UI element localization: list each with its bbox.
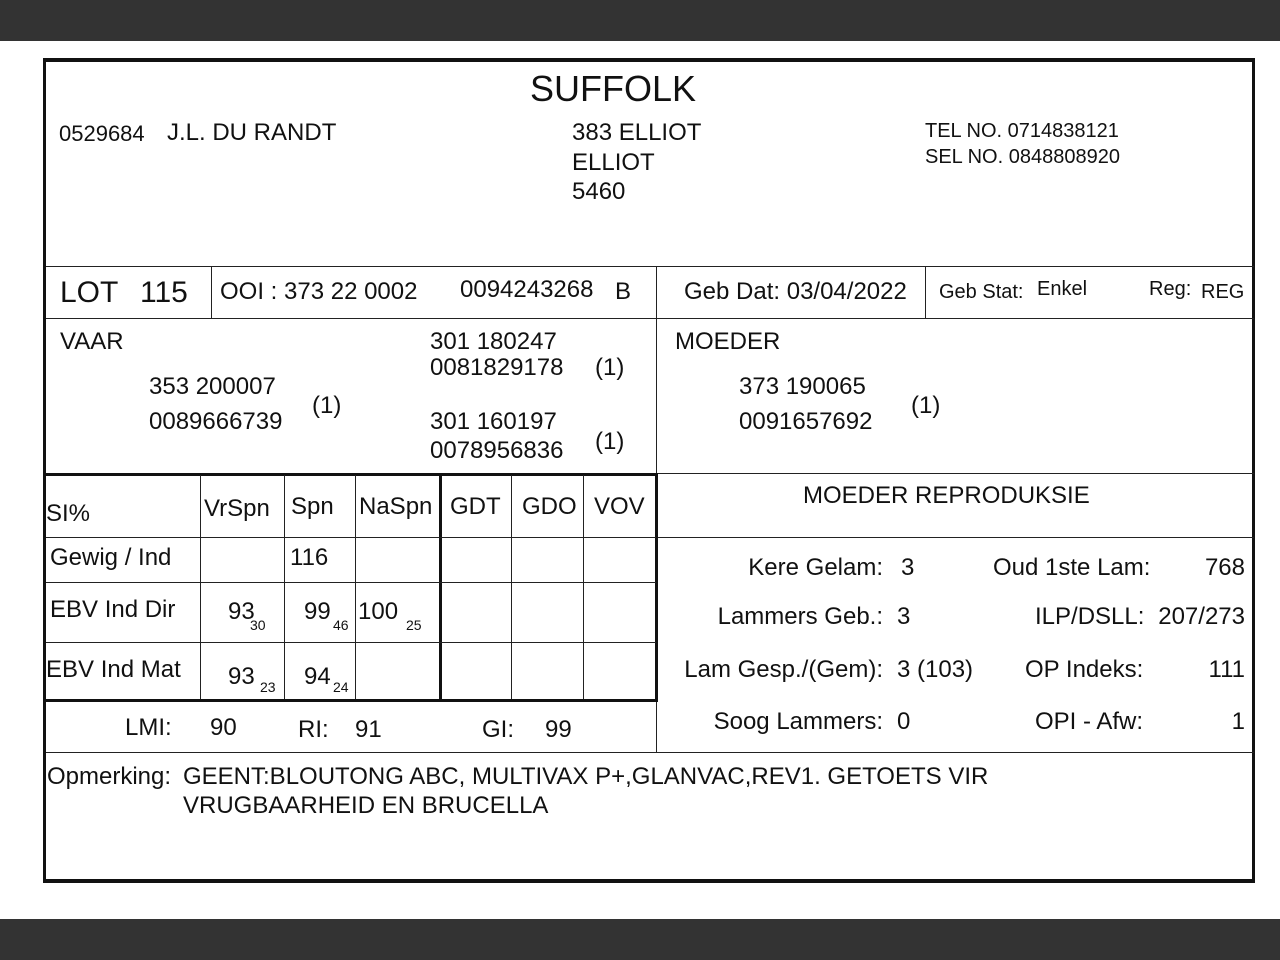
sire-id-2: 0089666739 bbox=[149, 408, 283, 435]
ebv-dir-spn: 99 bbox=[304, 598, 331, 625]
col-header-naspn: NaSpn bbox=[359, 493, 433, 520]
ilp-value: 207/273 bbox=[1158, 603, 1245, 630]
divider-lot bbox=[46, 318, 1254, 319]
remark-label: Opmerking: bbox=[47, 763, 172, 790]
sire-grand1-mark: (1) bbox=[595, 354, 625, 381]
address-line-2: ELLIOT bbox=[572, 149, 655, 176]
col-header-vrspn: VrSpn bbox=[204, 495, 270, 522]
sire-grand2-mark: (1) bbox=[595, 428, 625, 455]
col-header-spn: Spn bbox=[291, 493, 334, 520]
sire-grand1-id-2: 0081829178 bbox=[430, 354, 564, 381]
lot-number: 115 bbox=[140, 276, 188, 309]
row-label-gewig: Gewig / Ind bbox=[50, 544, 172, 571]
divider-lot-ooi bbox=[211, 266, 212, 318]
col-header-gdt: GDT bbox=[450, 493, 501, 520]
ri-value: 91 bbox=[355, 716, 382, 743]
divider-geb-stat bbox=[925, 266, 926, 318]
opi-label: OPI - Afw: bbox=[1035, 708, 1144, 735]
oud-value: 768 bbox=[1204, 554, 1245, 581]
lammers-value: 3 bbox=[897, 603, 911, 630]
birth-stat-label: Geb Stat: bbox=[939, 281, 1024, 303]
gesp-label: Lam Gesp./(Gem): bbox=[684, 656, 883, 683]
lmi-label: LMI: bbox=[125, 714, 172, 741]
sire-id-1: 353 200007 bbox=[149, 373, 276, 400]
auction-lot-card bbox=[43, 58, 1255, 883]
lmi-value: 90 bbox=[210, 714, 237, 741]
ebv-dir-naspn: 100 bbox=[358, 598, 399, 625]
remark-line-1: GEENT:BLOUTONG ABC, MULTIVAX P+,GLANVAC,REV1. GETOETS VIR bbox=[183, 763, 989, 790]
birth-date: Geb Dat: 03/04/2022 bbox=[684, 278, 907, 305]
dam-label: MOEDER bbox=[675, 328, 781, 355]
ebv-dir-vrspn-accuracy: 30 bbox=[250, 617, 266, 633]
top-bar bbox=[0, 0, 1280, 41]
col-header-si: SI% bbox=[46, 500, 91, 527]
table-bottom-border bbox=[46, 699, 658, 702]
op-value: 111 bbox=[1208, 656, 1245, 683]
table-col-vrspn bbox=[200, 475, 201, 699]
divider-repro-top bbox=[656, 473, 1254, 474]
op-label: OP Indeks: bbox=[1025, 656, 1144, 683]
tel-number: TEL NO. 0714838121 bbox=[925, 120, 1119, 142]
row-label-ebv-mat: EBV Ind Mat bbox=[46, 656, 181, 683]
gi-label: GI: bbox=[482, 716, 515, 743]
kere-label: Kere Gelam: bbox=[748, 554, 883, 581]
sire-mark: (1) bbox=[312, 392, 342, 419]
ebv-mat-vrspn: 93 bbox=[228, 663, 255, 690]
reg-value: REG bbox=[1201, 281, 1245, 303]
ooi-id: 0094243268 bbox=[460, 276, 594, 303]
breeder-name: J.L. DU RANDT bbox=[167, 119, 337, 146]
remark-line-2: VRUGBAARHEID EN BRUCELLA bbox=[183, 792, 549, 819]
table-row-line-2 bbox=[46, 582, 656, 583]
lot-label: LOT bbox=[60, 276, 119, 309]
address-line-1: 383 ELLIOT bbox=[572, 119, 702, 146]
row-label-ebv-dir: EBV Ind Dir bbox=[50, 596, 176, 623]
ebv-mat-vrspn-accuracy: 23 bbox=[260, 679, 276, 695]
gi-value: 99 bbox=[545, 716, 572, 743]
sel-number: SEL NO. 0848808920 bbox=[925, 146, 1120, 168]
ebv-dir-vrspn: 93 bbox=[228, 598, 255, 625]
address-line-3: 5460 bbox=[572, 178, 626, 205]
dam-mark: (1) bbox=[911, 392, 941, 419]
table-col-vov bbox=[583, 475, 584, 699]
birth-stat-value: Enkel bbox=[1037, 278, 1088, 300]
ebv-mat-spn: 94 bbox=[304, 663, 331, 690]
divider-repro-title bbox=[656, 537, 1254, 538]
reg-label: Reg: bbox=[1149, 278, 1192, 300]
ebv-dir-spn-accuracy: 46 bbox=[333, 617, 349, 633]
bottom-bar bbox=[0, 919, 1280, 960]
table-col-gdo bbox=[511, 475, 512, 699]
dam-id-1: 373 190065 bbox=[739, 373, 866, 400]
repro-title: MOEDER REPRODUKSIE bbox=[803, 482, 1090, 509]
table-row-line-1 bbox=[46, 537, 656, 538]
table-col-spn bbox=[284, 475, 285, 699]
sire-grand2-id-1: 301 160197 bbox=[430, 408, 557, 435]
divider-header bbox=[46, 266, 1254, 267]
soog-label: Soog Lammers: bbox=[713, 708, 883, 735]
sire-label: VAAR bbox=[60, 328, 124, 355]
table-right-border bbox=[655, 473, 658, 702]
table-top-border bbox=[46, 473, 658, 476]
breed-title: SUFFOLK bbox=[530, 68, 697, 109]
ooi-label: OOI : 373 22 0002 bbox=[220, 278, 418, 305]
ooi-grade: B bbox=[615, 278, 632, 305]
ebv-dir-naspn-accuracy: 25 bbox=[406, 617, 422, 633]
table-row-line-3 bbox=[46, 642, 656, 643]
ebv-mat-spn-accuracy: 24 bbox=[333, 679, 349, 695]
sire-grand2-id-2: 0078956836 bbox=[430, 437, 564, 464]
table-col-naspn bbox=[355, 475, 356, 699]
dam-id-2: 0091657692 bbox=[739, 408, 873, 435]
opi-value: 1 bbox=[1231, 708, 1245, 735]
ri-label: RI: bbox=[298, 716, 329, 743]
gesp-value: 3 (103) bbox=[897, 656, 974, 683]
table-divider-gdt bbox=[439, 473, 442, 702]
col-header-vov: VOV bbox=[594, 493, 645, 520]
lammers-label: Lammers Geb.: bbox=[717, 603, 883, 630]
oud-label: Oud 1ste Lam: bbox=[993, 554, 1151, 581]
gewig-spn: 116 bbox=[290, 544, 329, 571]
col-header-gdo: GDO bbox=[522, 493, 577, 520]
kere-value: 3 bbox=[901, 554, 915, 581]
soog-value: 0 bbox=[897, 708, 911, 735]
sire-grand1-id-1: 301 180247 bbox=[430, 328, 557, 355]
divider-remark bbox=[46, 752, 1254, 753]
ilp-label: ILP/DSLL: bbox=[1035, 603, 1145, 630]
breeder-code: 0529684 bbox=[59, 121, 145, 146]
